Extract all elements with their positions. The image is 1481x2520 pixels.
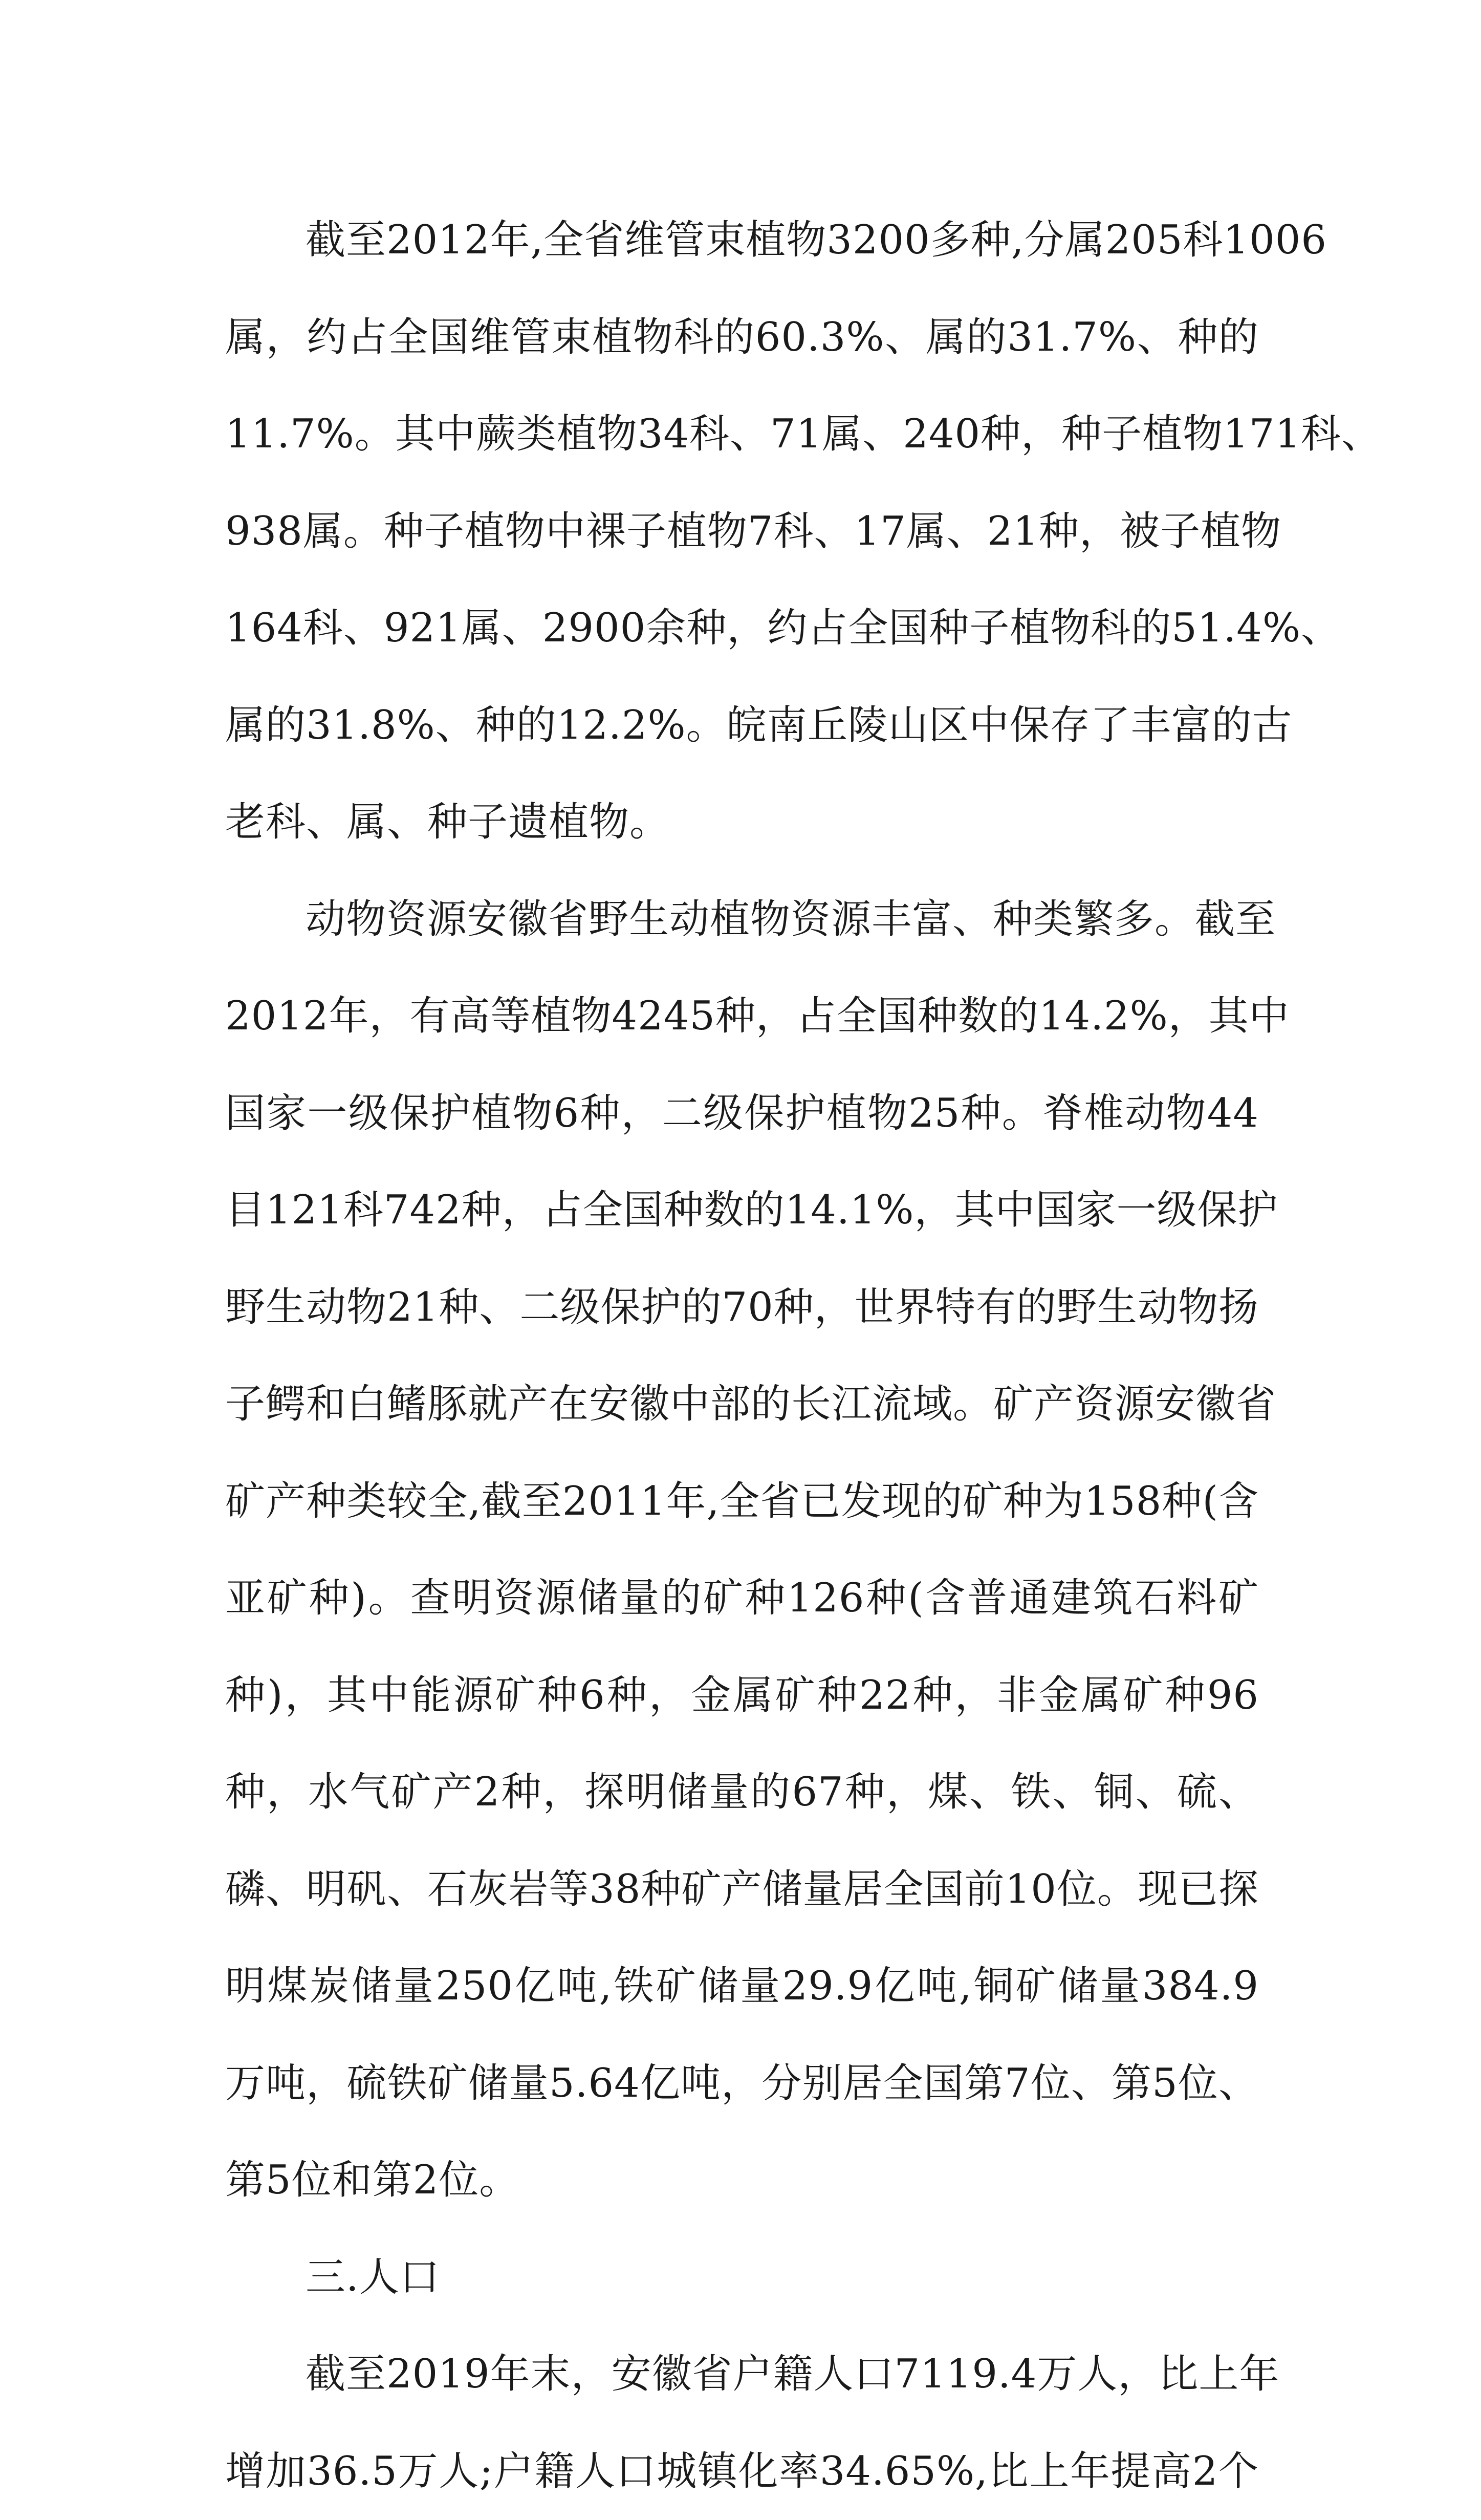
text-line: 属，约占全国维管束植物科的60.3%、属的31.7%、种的 bbox=[225, 289, 1259, 386]
text-line: 种)，其中能源矿种6种，金属矿种22种，非金属矿种96 bbox=[225, 1647, 1259, 1744]
text-line: 164科、921属、2900余种，约占全国种子植物科的51.4%、 bbox=[225, 580, 1259, 677]
section-heading-population bbox=[225, 2229, 1259, 2327]
text-line: 938属。种子植物中裸子植物7科、17属、21种，被子植物 bbox=[225, 483, 1259, 580]
text-line: 子鳄和白鳍豚就产在安徽中部的长江流域。矿产资源安徽省 bbox=[225, 1356, 1259, 1453]
text-line: 截至2012年,全省维管束植物3200多种,分属205科1006 bbox=[225, 192, 1259, 289]
text-line: 第5位和第2位。 bbox=[225, 2132, 1259, 2229]
text-line: 老科、属、种子遗植物。 bbox=[225, 774, 1259, 871]
paragraph-population bbox=[225, 2326, 1259, 2520]
text-line: 亚矿种)。查明资源储量的矿种126种(含普通建筑石料矿 bbox=[225, 1550, 1259, 1647]
paragraph-vegetation bbox=[225, 192, 1259, 871]
text-line: 国家一级保护植物6种，二级保护植物25种。脊椎动物44 bbox=[225, 1065, 1259, 1162]
text-column bbox=[225, 192, 1259, 2520]
text-line: 属的31.8%、种的12.2%。皖南丘陵山区中保存了丰富的古 bbox=[225, 677, 1259, 774]
text-line: 截至2019年末，安徽省户籍人口7119.4万人，比上年 bbox=[225, 2326, 1259, 2423]
text-line: 动物资源安徽省野生动植物资源丰富、种类繁多。截至 bbox=[225, 871, 1259, 968]
text-line: 万吨，硫铁矿储量5.64亿吨，分别居全国第7位、第5位、 bbox=[225, 2035, 1259, 2133]
text-line: 2012年，有高等植物4245种，占全国种数的14.2%，其中 bbox=[225, 968, 1259, 1065]
section-heading: 三.人口 bbox=[225, 2229, 1259, 2327]
paragraph-animal-mineral-resources bbox=[225, 871, 1259, 2229]
text-line: 野生动物21种、二级保护的70种，世界特有的野生动物扬 bbox=[225, 1259, 1259, 1356]
text-line: 目121科742种，占全国种数的14.1%，其中国家一级保护 bbox=[225, 1162, 1259, 1259]
text-line: 增加36.5万人;户籍人口城镇化率34.65%,比上年提高2个 bbox=[225, 2423, 1259, 2520]
text-line: 明煤炭储量250亿吨,铁矿储量29.9亿吨,铜矿储量384.9 bbox=[225, 1938, 1259, 2035]
text-line: 种，水气矿产2种，探明储量的67种，煤、铁、铜、硫、 bbox=[225, 1744, 1259, 1841]
text-line: 矿产种类较全,截至2011年,全省已发现的矿种为158种(含 bbox=[225, 1453, 1259, 1550]
text-line: 11.7%。其中蕨类植物34科、71属、240种，种子植物171科、 bbox=[225, 386, 1259, 483]
text-line: 磷、明矾、石灰岩等38种矿产储量居全国前10位。现已探 bbox=[225, 1841, 1259, 1939]
